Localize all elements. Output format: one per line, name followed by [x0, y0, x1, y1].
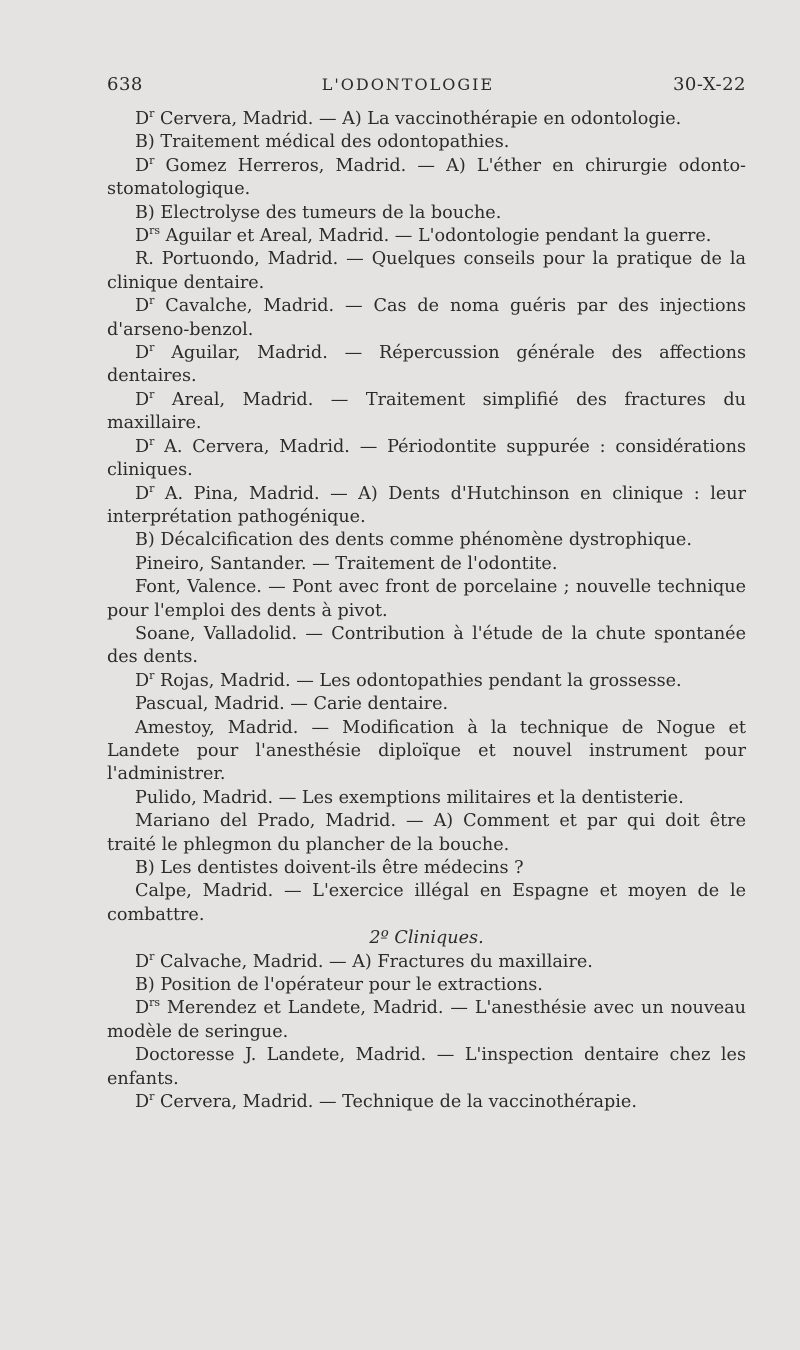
entry-text: Cervera, Madrid. — A) La vaccinothérapie en odontologie. — [154, 109, 682, 129]
entry-text: Pascual, Madrid. — Carie dentaire. — [135, 694, 449, 715]
title-abbrev: $D^r$ — [135, 107, 155, 129]
entry-text: Soane, Valladolid. — Contribution à l'étude de la chute spontanée des dents. — [107, 623, 746, 668]
entry-text: R. Portuondo, Madrid. — Quelques conseils pour la pratique de la clinique dentaire. — [107, 249, 746, 293]
entry-text: Aguilar et Areal, Madrid. — L'odontologie pendant la guerre. — [160, 226, 712, 247]
entry-text: Pineiro, Santander. — Traitement de l'odontite. — [135, 553, 558, 574]
entry-text: Cavalche, Madrid. — Cas de noma guéris par des injections d'arseno-benzol. — [107, 296, 746, 340]
entry-text: Areal, Madrid. — Traitement simplifié des fractures du maxillaire. — [107, 389, 746, 434]
entry-text: Cervera, Madrid. — Technique de la vaccinothérapie. — [154, 1092, 637, 1113]
entry-paragraph — [107, 108, 746, 131]
entry-paragraph — [107, 202, 746, 225]
entry-text: B) Décalcification des dents comme phénomène dystrophique. — [135, 530, 692, 551]
entry-paragraph — [107, 880, 746, 927]
entry-text: A. Cervera, Madrid. — Périodontite suppurée : considérations cliniques. — [107, 436, 746, 481]
entry-paragraph — [107, 529, 746, 552]
entry-paragraph — [107, 553, 746, 576]
entry-paragraph — [107, 155, 746, 202]
entry-paragraph — [107, 693, 746, 716]
entry-paragraph — [107, 810, 746, 857]
entry-text: Calvache, Madrid. — A) Fractures du maxillaire. — [154, 951, 593, 972]
entry-paragraph — [107, 623, 746, 670]
entry-text: A. Pina, Madrid. — A) Dents d'Hutchinson en clinique : leur interprétation pathogénique. — [107, 483, 746, 527]
issue-date: 30-X-22 — [672, 74, 746, 95]
running-title: L'ODONTOLOGIE — [321, 75, 495, 94]
entry-paragraph — [107, 974, 746, 997]
entry-text: Merendez et Landete, Madrid. — L'anesthésie avec un nouveau modèle de seringue. — [107, 998, 746, 1042]
title-abbrev: $D^r$ — [135, 341, 155, 364]
entry-paragraph — [107, 717, 746, 787]
title-abbrev: $D^r$ — [135, 294, 155, 317]
entry-text: Gomez Herreros, Madrid. — A) L'éther en chirurgie odonto-stomatologique. — [107, 155, 746, 200]
entry-text: B) Electrolyse des tumeurs de la bouche. — [135, 202, 502, 223]
title-abbrev: $D^r$ — [135, 153, 155, 176]
clinical-demonstrations-list — [107, 951, 746, 1115]
title-abbrev: $D^r$ — [135, 1090, 155, 1113]
entry-paragraph — [107, 483, 746, 530]
entry-text: Doctoresse J. Landete, Madrid. — L'inspection dentaire chez les enfants. — [107, 1045, 746, 1089]
entry-paragraph — [107, 295, 746, 342]
running-header — [107, 74, 746, 104]
entry-text: Calpe, Madrid. — L'exercice illégal en Espagne et moyen de le combattre. — [107, 881, 746, 925]
entry-paragraph — [107, 248, 746, 295]
title-abbrev: $D^r$ — [135, 949, 155, 972]
entry-paragraph — [107, 997, 746, 1044]
title-abbrev: $D^{rs}$ — [135, 224, 161, 247]
entry-paragraph — [107, 225, 746, 248]
entry-text: Aguilar, Madrid. — Répercussion générale des affections dentaires. — [107, 343, 746, 387]
entry-paragraph — [107, 576, 746, 623]
entry-paragraph — [107, 951, 746, 974]
communications-list — [107, 108, 746, 927]
entry-paragraph — [107, 670, 746, 693]
entry-text: Mariano del Prado, Madrid. — A) Comment et par qui doit être traité le phlegmon du plancher de la bouche. — [107, 811, 746, 855]
entry-paragraph — [107, 131, 746, 154]
entry-text: B) Traitement médical des odontopathies. — [135, 132, 510, 153]
entry-paragraph — [107, 389, 746, 436]
entry-text: Rojas, Madrid. — Les odontopathies pendant la grossesse. — [154, 670, 682, 691]
title-abbrev: $D^r$ — [135, 481, 155, 504]
entry-paragraph — [107, 787, 746, 810]
entry-text: Font, Valence. — Pont avec front de porcelaine ; nouvelle technique pour l'emploi des dents à pivot. — [107, 577, 746, 621]
entry-paragraph — [107, 857, 746, 880]
page-body — [107, 108, 746, 1114]
title-abbrev: $D^r$ — [135, 388, 155, 410]
section-title: 2º Cliniques. — [369, 928, 484, 949]
entry-text: B) Les dentistes doivent-ils être médecins ? — [135, 858, 524, 878]
entry-text: Amestoy, Madrid. — Modification à la technique de Nogue et Landete pour l'anesthésie diploïque et nouvel instrument pour l'administrer. — [107, 717, 746, 785]
entry-paragraph — [107, 1091, 746, 1114]
title-abbrev: $D^r$ — [135, 434, 155, 457]
title-abbrev: $D^{rs}$ — [135, 996, 161, 1019]
entry-paragraph — [107, 1044, 746, 1091]
entry-paragraph — [107, 342, 746, 389]
entry-text: B) Position de l'opérateur pour le extractions. — [135, 975, 543, 996]
title-abbrev: $D^r$ — [135, 668, 155, 691]
page-number: 638 — [107, 74, 143, 95]
entry-paragraph — [107, 436, 746, 483]
entry-text: Pulido, Madrid. — Les exemptions militaires et la dentisterie. — [135, 787, 684, 808]
